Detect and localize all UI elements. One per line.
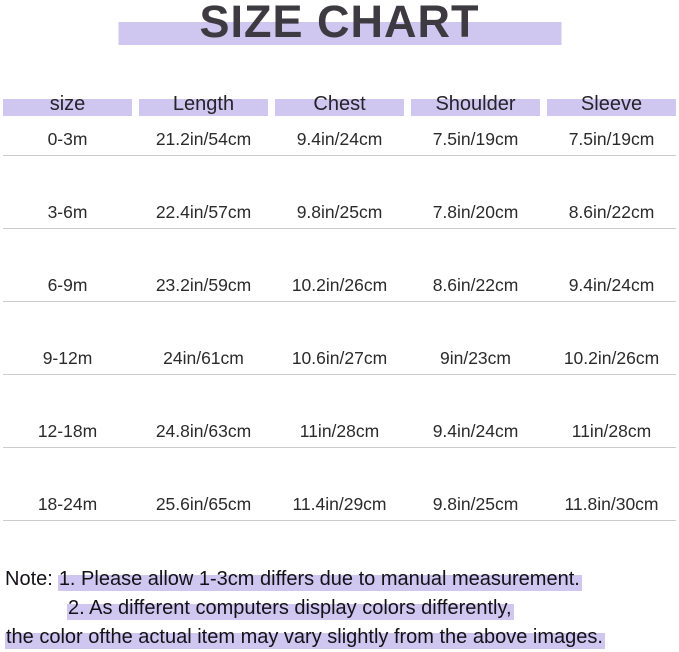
shoulder-cell: 7.5in/19cm (432, 129, 519, 149)
sleeve-cell: 11.8in/30cm (564, 494, 659, 514)
table-row (3, 229, 676, 302)
size-cell: 18-24m (37, 494, 98, 514)
column-header-sleeve: Sleeve (547, 92, 676, 116)
column-header-shoulder: Shoulder (411, 92, 540, 116)
table-row (3, 156, 676, 229)
page-title: SIZE CHART (199, 0, 480, 47)
chest-cell: 11in/28cm (299, 421, 380, 441)
table-header-row (3, 92, 676, 116)
note-line-1 (5, 565, 671, 594)
note-block (5, 565, 671, 652)
chest-cell: 11.4in/29cm (292, 494, 387, 514)
chest-cell: 10.6in/27cm (291, 348, 388, 368)
shoulder-cell: 7.8in/20cm (432, 202, 519, 222)
sleeve-cell: 7.5in/19cm (568, 129, 655, 149)
chest-cell: 9.4in/24cm (296, 129, 383, 149)
column-header-size: size (3, 92, 132, 116)
sleeve-cell: 9.4in/24cm (568, 275, 655, 295)
shoulder-cell: 9.4in/24cm (432, 421, 519, 441)
table-row (3, 302, 676, 375)
sleeve-cell: 11in/28cm (571, 421, 652, 441)
size-cell: 12-18m (37, 421, 98, 441)
chest-cell: 9.8in/25cm (296, 202, 383, 222)
length-cell: 23.2in/59cm (155, 275, 252, 295)
length-cell: 24.8in/63cm (155, 421, 252, 441)
table-row (3, 116, 676, 156)
chest-cell: 10.2in/26cm (291, 275, 388, 295)
table-row (3, 375, 676, 448)
note-line-3 (5, 623, 671, 652)
size-cell: 0-3m (47, 129, 88, 149)
column-header-chest: Chest (275, 92, 404, 116)
note-text-2: 2. As different computers display colors differently, (68, 597, 512, 619)
column-header-length: Length (139, 92, 268, 116)
sleeve-cell: 8.6in/22cm (568, 202, 655, 222)
note-line-2 (5, 594, 671, 623)
size-cell: 6-9m (47, 275, 88, 295)
length-cell: 24in/61cm (163, 348, 244, 368)
length-cell: 21.2in/54cm (155, 129, 252, 149)
note-text-3: the color ofthe actual item may vary slightly from the above images. (6, 626, 603, 648)
shoulder-cell: 9in/23cm (439, 348, 511, 368)
length-cell: 22.4in/57cm (155, 202, 252, 222)
table-row (3, 448, 676, 521)
size-table (3, 92, 676, 521)
length-cell: 25.6in/65cm (155, 494, 252, 514)
note-prefix: Note: (5, 568, 53, 590)
size-cell: 9-12m (42, 348, 93, 368)
title-block (0, 0, 679, 46)
size-cell: 3-6m (47, 202, 88, 222)
note-text-1: 1. Please allow 1-3cm differs due to manual measurement. (58, 568, 580, 590)
sleeve-cell: 10.2in/26cm (563, 348, 660, 368)
shoulder-cell: 9.8in/25cm (432, 494, 519, 514)
shoulder-cell: 8.6in/22cm (432, 275, 519, 295)
